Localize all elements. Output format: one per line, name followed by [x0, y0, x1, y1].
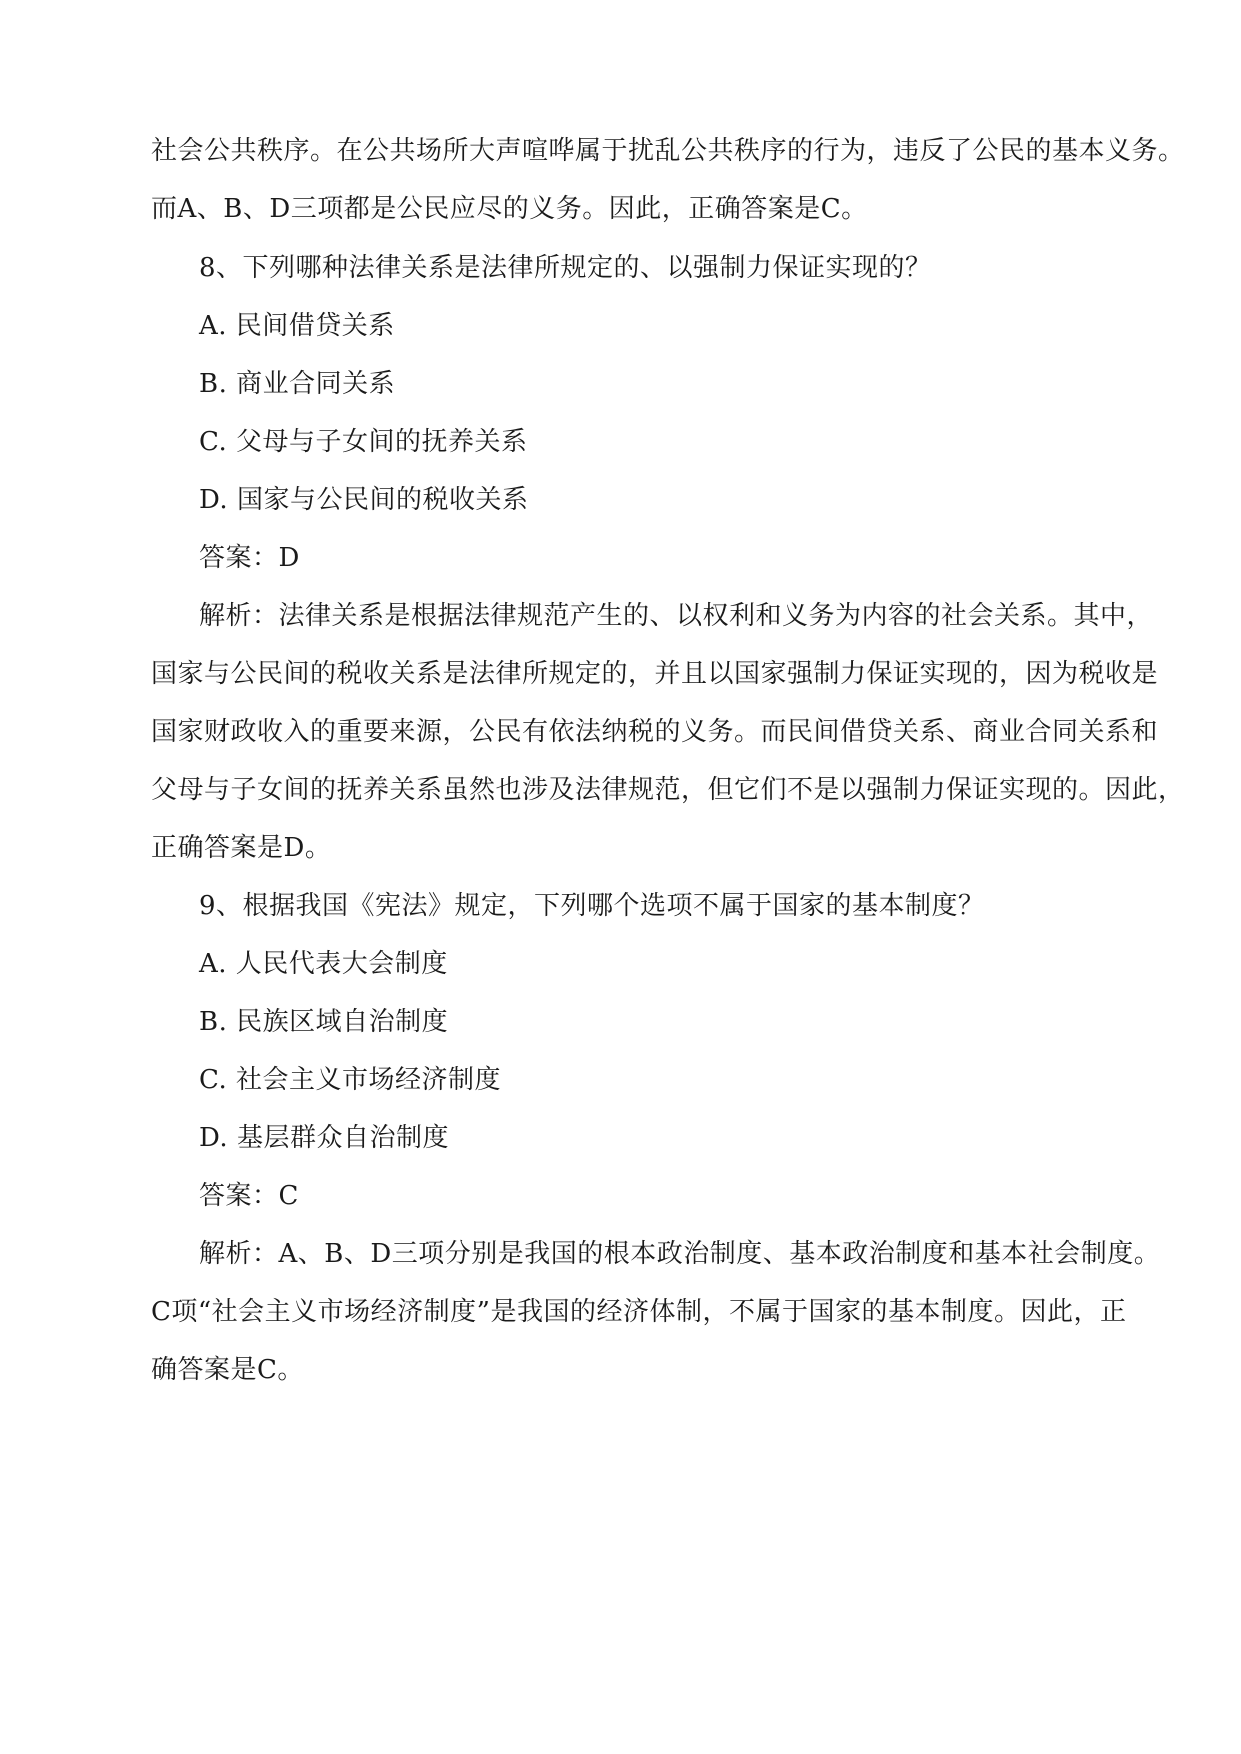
- q9-analysis-line-2: C项“社会主义市场经济制度”是我国的经济体制，不属于国家的基本制度。因此，正: [151, 1297, 1127, 1327]
- continuation-line-2: 而A、B、D三项都是公民应尽的义务。因此，正确答案是C。: [151, 194, 868, 224]
- q9-answer: 答案：C: [199, 1181, 299, 1211]
- q8-analysis-line-2: 国家与公民间的税收关系是法律所规定的，并且以国家强制力保证实现的，因为税收是: [151, 659, 1159, 689]
- q9-analysis-line-1: 解析：A、B、D三项分别是我国的根本政治制度、基本政治制度和基本社会制度。: [199, 1239, 1161, 1269]
- question-9: 9、根据我国《宪法》规定，下列哪个选项不属于国家的基本制度？: [199, 891, 985, 921]
- continuation-line-1: 社会公共秩序。在公共场所大声喧哗属于扰乱公共秩序的行为，违反了公民的基本义务。: [151, 136, 1185, 166]
- q9-option-d: D. 基层群众自治制度: [199, 1123, 449, 1153]
- q8-option-b: B. 商业合同关系: [199, 369, 396, 399]
- q9-option-b: B. 民族区域自治制度: [199, 1007, 449, 1037]
- q8-analysis-line-5: 正确答案是D。: [151, 833, 332, 863]
- q8-option-a: A. 民间借贷关系: [199, 311, 395, 341]
- q8-option-d: D. 国家与公民间的税收关系: [199, 485, 529, 515]
- q9-option-c: C. 社会主义市场经济制度: [199, 1065, 501, 1095]
- q8-analysis-line-1: 解析：法律关系是根据法律规范产生的、以权利和义务为内容的社会关系。其中，: [199, 601, 1154, 631]
- q8-answer: 答案：D: [199, 543, 300, 573]
- q8-option-c: C. 父母与子女间的抚养关系: [199, 427, 528, 457]
- q9-analysis-line-3: 确答案是C。: [151, 1355, 304, 1385]
- question-8: 8、下列哪种法律关系是法律所规定的、以强制力保证实现的？: [199, 253, 932, 283]
- q9-option-a: A. 人民代表大会制度: [199, 949, 448, 979]
- q8-analysis-line-3: 国家财政收入的重要来源，公民有依法纳税的义务。而民间借贷关系、商业合同关系和: [151, 717, 1159, 747]
- q8-analysis-line-4: 父母与子女间的抚养关系虽然也涉及法律规范，但它们不是以强制力保证实现的。因此，: [151, 775, 1185, 805]
